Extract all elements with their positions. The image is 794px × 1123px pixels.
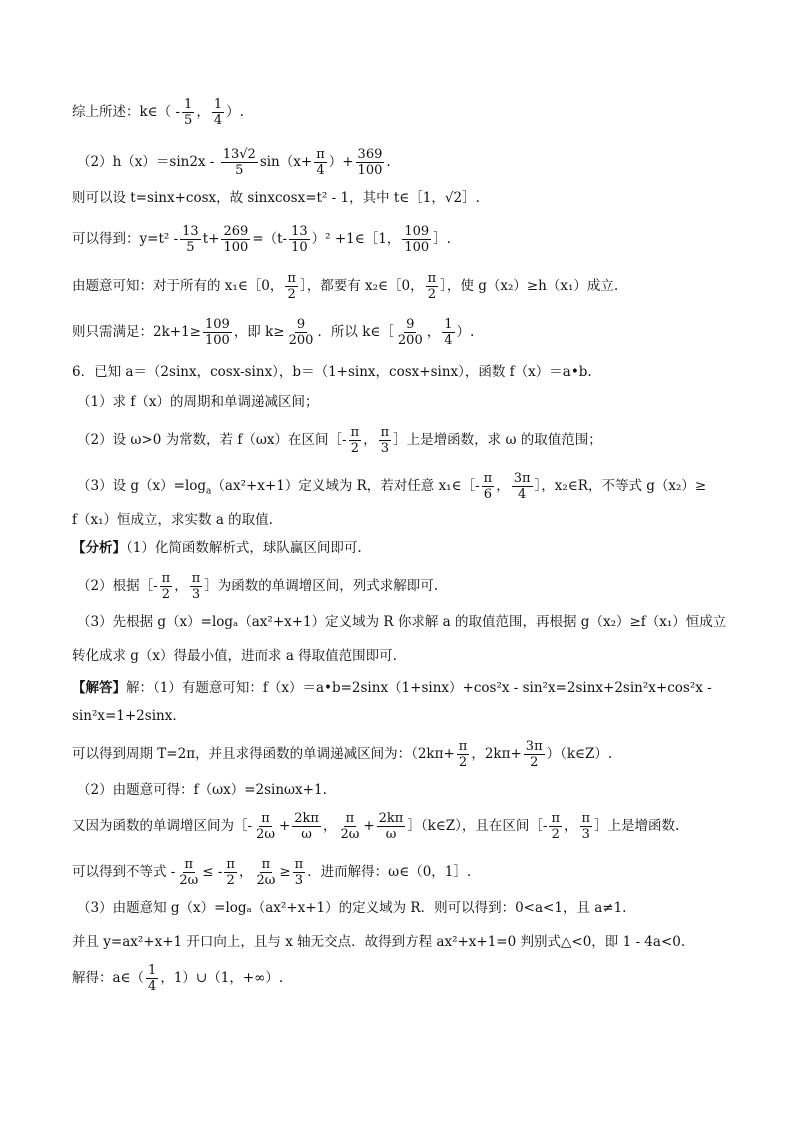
fraction: $\frac{\pi}{2}$ <box>458 739 468 770</box>
fraction: $\frac{1}{4}$ <box>213 97 223 128</box>
fraction: $\frac{2k\pi}{\omega}$ <box>294 811 319 842</box>
condition-line: 由题意可知：对于所有的 x₁∈［0， $\frac{\pi}{2}$ ］，都要有 x₂∈［0， $\frac{\pi}{2}$ ］，使 g（x₂）≥h（x₁）成立. <box>72 271 619 302</box>
solution-tag: 【解答】 <box>72 680 126 696</box>
final-answer: 解得：a∈（ $\frac{1}{4}$ ，1）∪（1，+∞）. <box>72 963 284 994</box>
inequality-line: 可以得到不等式 - $\frac{\pi}{2\omega}$ ≤ - $\frac{\pi}{2}$ ， $\frac{\pi}{2\omega}$ ≥ $\frac{\pi}{3}$ ．进而解得：ω∈（0，1］. <box>72 857 472 888</box>
solution-2-interval: 又因为函数的单调增区间为［- $\frac{\pi}{2\omega}$ + $\frac{2k\pi}{\omega}$ ， $\frac{\pi}{2\omega}$ + $\frac{2k\pi}{\omega}$ ］（k∈Z），且在区间［- $\frac{\pi}{2}$ ， $\frac{\pi}{3}$ ］上是增函数. <box>72 811 680 842</box>
fraction: $\frac{\pi}{2}$ <box>287 271 296 302</box>
analysis-line: 【分析】（1）化简函数解析式，球队赢区间即可. <box>72 540 362 556</box>
analysis-3-cont: 转化成求 g（x）得最小值，进而求 a 得取值范围即可. <box>72 648 397 664</box>
fraction: $\frac{\pi}{2}$ <box>161 571 171 602</box>
fraction: $\frac{\pi}{3}$ <box>380 425 390 456</box>
fraction: $\frac{\pi}{2\omega}$ <box>256 857 276 888</box>
need-line: 则只需满足：2k+1≥ $\frac{109}{100}$ ，即 k≥ $\frac{9}{200}$ ．所以 k∈［ $\frac{9}{200}$ ， $\frac{1}{4}$ ）. <box>72 317 475 348</box>
fraction: $\frac{\pi}{2}$ <box>551 811 561 842</box>
fraction: $\frac{109}{100}$ <box>204 317 230 348</box>
fraction: $\frac{\pi}{2}$ <box>427 271 437 302</box>
fraction: $\frac{109}{100}$ <box>404 224 430 255</box>
fraction: $\frac{\pi}{3}$ <box>581 811 591 842</box>
substitution-line: 则可以设 t=sinx+cosx，故 sinxcosx=t² - 1，其中 t∈［1，√2］. <box>72 190 480 206</box>
fraction: $\frac{\pi}{2\omega}$ <box>256 811 275 842</box>
fraction: $\frac{\pi}{3}$ <box>294 857 304 888</box>
fraction: $\frac{369}{100}$ <box>357 147 383 178</box>
fraction: $\frac{9}{200}$ <box>288 317 314 348</box>
analysis-2: （2）根据［- $\frac{\pi}{2}$ ， $\frac{\pi}{3}$ ］为函数的单调增区间，列式求解即可. <box>77 571 439 602</box>
fraction: $\frac{269}{100}$ <box>223 224 249 255</box>
fraction: $\frac{1}{4}$ <box>444 317 453 348</box>
fraction: $\frac{9}{200}$ <box>397 317 423 348</box>
fraction: $\frac{\pi}{2\omega}$ <box>340 811 360 842</box>
period-line: 可以得到周期 T=2π，并且求得函数的单调递减区间为：（2kπ+ $\frac{\pi}{2}$ ，2kπ+ $\frac{3\pi}{2}$ ）（k∈Z）. <box>72 739 613 770</box>
solution-1-cont: sin²x=1+2sinx. <box>72 708 177 724</box>
fraction: $\frac{1}{5}$ <box>184 97 193 128</box>
solution-line: 【解答】解：（1）有题意可知：f（x）＝a•b=2sinx（1+sinx）+cos²x - sin²x=2sinx+2sin²x+cos²x - <box>72 680 712 696</box>
fraction: $\frac{\pi}{3}$ <box>191 571 201 602</box>
fraction: $\frac{\pi}{4}$ <box>316 147 325 178</box>
summary-line: 综上所述：k∈（ - $\frac{1}{5}$ ， $\frac{1}{4}$ ）. <box>72 97 244 128</box>
solution-3-cont: 并且 y=ax²+x+1 开口向上，且与 x 轴无交点．故得到方程 ax²+x+1=0 判别式△<0，即 1 - 4a<0. <box>72 934 686 950</box>
question-6-part-1: （1）求 f（x）的周期和单调递减区间； <box>77 394 319 410</box>
fraction: $\frac{\pi}{2}$ <box>350 425 360 456</box>
p2-line: （2）h（x）＝sin2x - $\frac{13√2}{5}$ sin（x+ $\frac{\pi}{4}$ ）+ $\frac{369}{100}$ . <box>77 147 391 178</box>
fraction: $\frac{2k\pi}{\omega}$ <box>378 811 404 842</box>
fraction: $\frac{13}{10}$ <box>291 224 308 255</box>
solution-3: （3）由题意知 g（x）=logₐ（ax²+x+1）的定义域为 R．则可以得到：0<a<1，且 a≠1. <box>77 900 627 916</box>
fraction: $\frac{13√2}{5}$ <box>222 147 256 178</box>
solution-2: （2）由题意可得：f（ωx）=2sinωx+1. <box>77 782 327 798</box>
question-6-part-3: （3）设 $g(x)=\log_a(ax^2+x+1)$定义域为 R，若对任意 x₁∈［- $\frac{\pi}{6}$ ， $\frac{3\pi}{4}$ ］，x₂∈R，不等式 g（x₂）≥ <box>77 471 707 502</box>
fraction: $\frac{\pi}{6}$ <box>483 471 493 502</box>
question-6: 6．已知 a＝（2sinx，cosx-sinx），b＝（1+sinx，cosx+sinx），函数 f（x）＝a•b. <box>72 364 592 380</box>
obtain-line: 可以得到：y=t² - $\frac{13}{5}$ t+ $\frac{269}{100}$ =（t- $\frac{13}{10}$ ）² +1∈［1， $\frac{109}{100}$ ］. <box>72 224 451 255</box>
fraction: $\frac{13}{5}$ <box>182 224 199 255</box>
fraction: $\frac{\pi}{2}$ <box>226 857 235 888</box>
question-6-part-2: （2）设 ω>0 为常数，若 f（ωx）在区间［- $\frac{\pi}{2}$ ， $\frac{\pi}{3}$ ］上是增函数，求 ω 的取值范围； <box>77 425 602 456</box>
fraction: $\frac{3\pi}{2}$ <box>525 739 543 770</box>
analysis-tag: 【分析】 <box>72 540 126 556</box>
question-6-part-3-cont: f（x₁）恒成立，求实数 a 的取值. <box>72 512 273 528</box>
analysis-3: （3）先根据 g（x）=logₐ（ax²+x+1）定义域为 R 你求解 a 的取值范围，再根据 g（x₂）≥f（x₁）恒成立 <box>77 614 727 630</box>
fraction: $\frac{\pi}{2\omega}$ <box>179 857 199 888</box>
fraction: $\frac{1}{4}$ <box>148 963 157 994</box>
summary-label: 综上所述：k∈（ <box>72 104 172 120</box>
fraction: $\frac{3\pi}{4}$ <box>513 471 531 502</box>
